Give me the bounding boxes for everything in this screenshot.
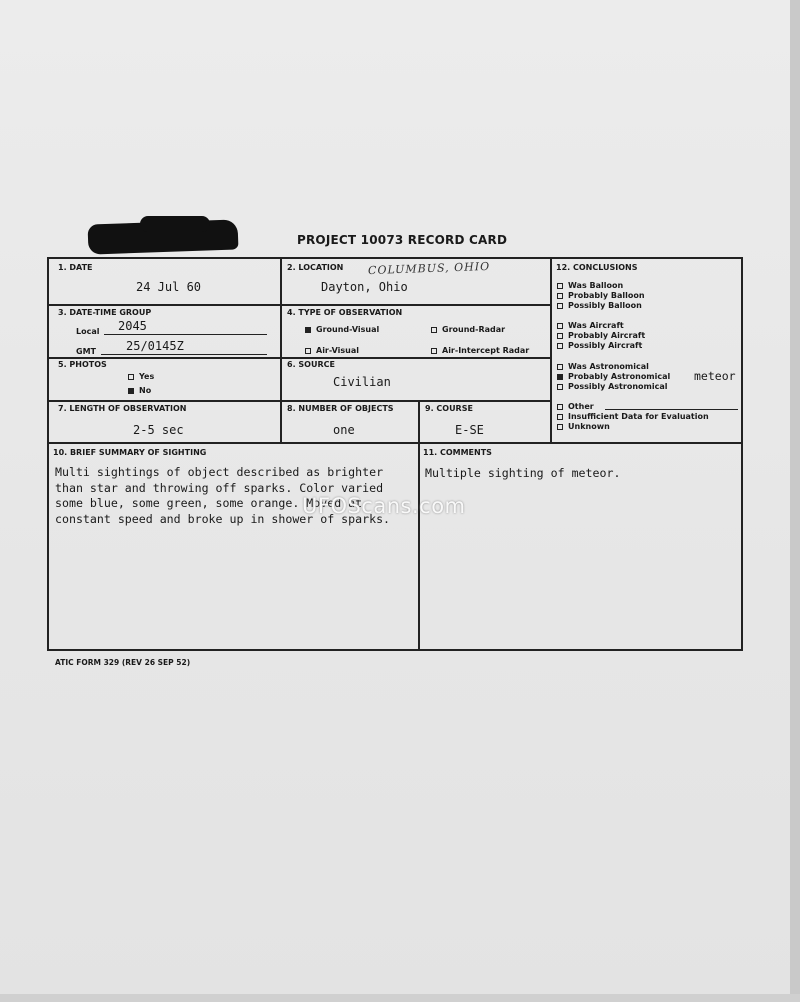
gmt-value: 25/0145Z	[126, 339, 184, 353]
checkbox	[305, 348, 311, 354]
length-value: 2-5 sec	[133, 423, 184, 437]
conclusions-label: 12. CONCLUSIONS	[556, 263, 638, 272]
course-label: 9. COURSE	[425, 404, 473, 413]
summary-line: than star and throwing off sparks. Color varied	[55, 480, 384, 495]
other-underline	[605, 409, 738, 410]
conclusion-was-balloon: Was Balloon	[557, 281, 623, 291]
conclusion-possibly-aircraft: Possibly Aircraft	[557, 341, 642, 351]
conclusion-was-astronomical: Was Astronomical	[557, 362, 649, 372]
conclusion-other: Other	[557, 402, 594, 412]
divider	[280, 257, 282, 442]
divider	[47, 400, 552, 402]
location-handwritten: COLUMBUS, OHIO	[367, 259, 491, 278]
gmt-label: GMT	[76, 347, 96, 356]
divider	[47, 357, 552, 359]
date-time-group-label: 3. DATE-TIME GROUP	[58, 308, 152, 317]
summary-line: some blue, some green, some orange. Moved at	[55, 496, 363, 510]
local-label: Local	[76, 327, 100, 336]
checkbox	[431, 348, 437, 354]
conclusion-possibly-astronomical: Possibly Astronomical	[557, 382, 667, 392]
conclusion-unknown: Unknown	[557, 422, 610, 432]
conclusion-probably-aircraft: Probably Aircraft	[557, 331, 645, 341]
form-number: ATIC FORM 329 (REV 26 SEP 52)	[55, 658, 191, 667]
date-label: 1. DATE	[58, 263, 93, 272]
redaction-mark-top	[140, 216, 210, 232]
conclusion-possibly-balloon: Possibly Balloon	[557, 301, 642, 311]
local-underline	[104, 334, 267, 335]
option-ground-radar: Ground-Radar	[431, 325, 505, 334]
divider	[418, 400, 420, 651]
location-value: Dayton, Ohio	[321, 280, 408, 294]
option-air-visual: Air-Visual	[305, 346, 359, 355]
option-air-intercept-radar: Air-Intercept Radar	[431, 346, 529, 355]
divider	[47, 304, 552, 306]
page-edge	[790, 0, 800, 1002]
checkbox	[128, 374, 134, 380]
summary-line: Multi sightings of object described as brighter	[55, 465, 384, 479]
option-ground-visual: Ground-Visual	[305, 325, 379, 334]
card-title: PROJECT 10073 RECORD CARD	[297, 233, 508, 247]
watermark: UFOScans.com	[302, 494, 466, 518]
conclusion-insufficient-data: Insufficient Data for Evaluation	[557, 412, 709, 422]
location-label: 2. LOCATION	[287, 263, 344, 272]
photos-label: 5. PHOTOS	[58, 360, 107, 369]
photos-no: No	[128, 386, 151, 395]
source-label: 6. SOURCE	[287, 360, 335, 369]
conclusion-typed-note: meteor	[694, 369, 736, 383]
photos-yes: Yes	[128, 372, 154, 381]
summary-label: 10. BRIEF SUMMARY OF SIGHTING	[53, 448, 207, 457]
course-value: E-SE	[455, 423, 484, 437]
observation-type-label: 4. TYPE OF OBSERVATION	[287, 308, 403, 317]
divider	[550, 257, 552, 442]
conclusion-probably-astronomical: Probably Astronomical	[557, 372, 670, 382]
conclusion-probably-balloon: Probably Balloon	[557, 291, 645, 301]
conclusion-was-aircraft: Was Aircraft	[557, 321, 624, 331]
source-value: Civilian	[333, 375, 391, 389]
gmt-underline	[101, 354, 267, 355]
divider	[47, 442, 743, 444]
local-value: 2045	[118, 319, 147, 333]
comments-label: 11. COMMENTS	[423, 448, 492, 457]
checkbox-checked	[128, 388, 134, 394]
summary-line: constant speed and broke up in shower of sparks.	[55, 511, 391, 526]
comments-text: Multiple sighting of meteor.	[425, 466, 621, 480]
checkbox-checked	[305, 327, 311, 333]
objects-value: one	[333, 423, 355, 437]
checkbox	[431, 327, 437, 333]
page-edge-bottom	[0, 994, 800, 1002]
length-label: 7. LENGTH OF OBSERVATION	[58, 404, 187, 413]
date-value: 24 Jul 60	[136, 280, 202, 294]
objects-label: 8. NUMBER OF OBJECTS	[287, 404, 394, 413]
